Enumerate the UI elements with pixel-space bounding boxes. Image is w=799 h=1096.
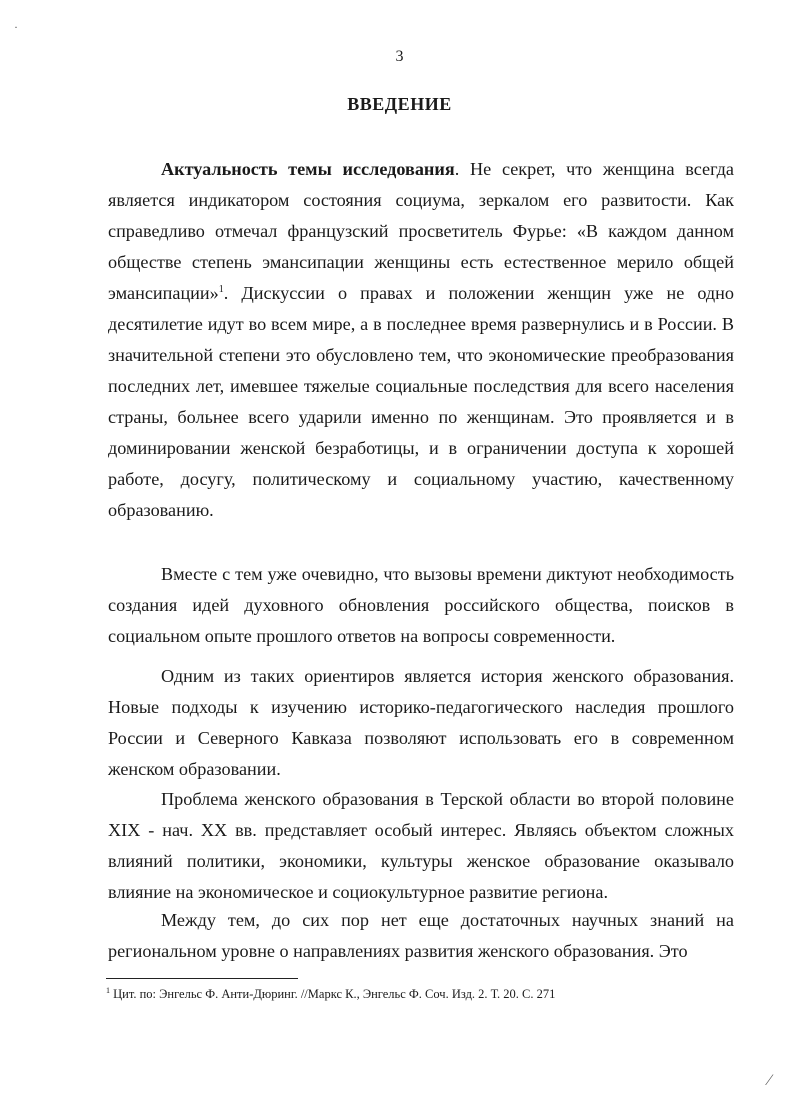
paragraph-text: Проблема женского образования в Терской области во второй половине XIX - нач. XX вв. представляет особый интерес. Являясь объектом сложных влияний политики, экономики, культуры женское образование оказывало влияние на экономическое и социокультурное развитие региона.	[108, 789, 734, 902]
paragraph-lead: Актуальность темы исследования	[161, 159, 455, 179]
footnote	[106, 986, 746, 1002]
scan-mark: ⁄	[768, 1072, 771, 1089]
paragraph-relevance	[108, 154, 734, 526]
paragraph-text: Между тем, до сих пор нет еще достаточных научных знаний на региональном уровне о направлениях развития женского образования. Это	[108, 910, 734, 961]
scan-speck: ·	[14, 20, 18, 34]
footnote-text: Цит. по: Энгельс Ф. Анти-Дюринг. //Маркс К., Энгельс Ф. Соч. Изд. 2. Т. 20. С. 271	[110, 987, 556, 1001]
paragraph-text: Вместе с тем уже очевидно, что вызовы времени диктуют необходимость создания идей духовного обновления российского общества, поисков в социальном опыте прошлого ответов на вопросы современности.	[108, 564, 734, 646]
paragraph-5	[108, 905, 734, 967]
paragraph-4	[108, 784, 734, 908]
paragraph-text: Одним из таких ориентиров является история женского образования. Новые подходы к изучению историко-педагогического наследия прошлого России и Северного Кавказа позволяют использовать его в современном женском образовании.	[108, 666, 734, 779]
footnote-reference: 1	[218, 283, 224, 295]
page-title: ВВЕДЕНИЕ	[347, 94, 452, 114]
paragraph-text: . Не секрет, что женщина всегда является индикатором состояния социума, зеркалом его развитости. Как справедливо отмечал французский просветитель Фурье: «В каждом данном обществе степень эмансипации женщины есть естественное мерило общей эмансипации»	[108, 159, 734, 303]
footnote-divider	[106, 978, 298, 979]
paragraph-3	[108, 661, 734, 785]
footnote-marker: 1	[106, 985, 110, 995]
page-number: 3	[395, 48, 404, 65]
paragraph-2	[108, 559, 734, 652]
paragraph-text-continued: . Дискуссии о правах и положении женщин уже не одно десятилетие идут во всем мире, а в последнее время развернулись и в России. В значительной степени это обусловлено тем, что экономические преобразования последних лет, имевшее тяжелые социальные последствия для всего населения страны, больнее всего ударили именно по женщинам. Это проявляется и в доминировании женской безработицы, и в ограничении доступа к хорошей работе, досугу, политическому и социальному участию, качественному образованию.	[108, 283, 734, 520]
